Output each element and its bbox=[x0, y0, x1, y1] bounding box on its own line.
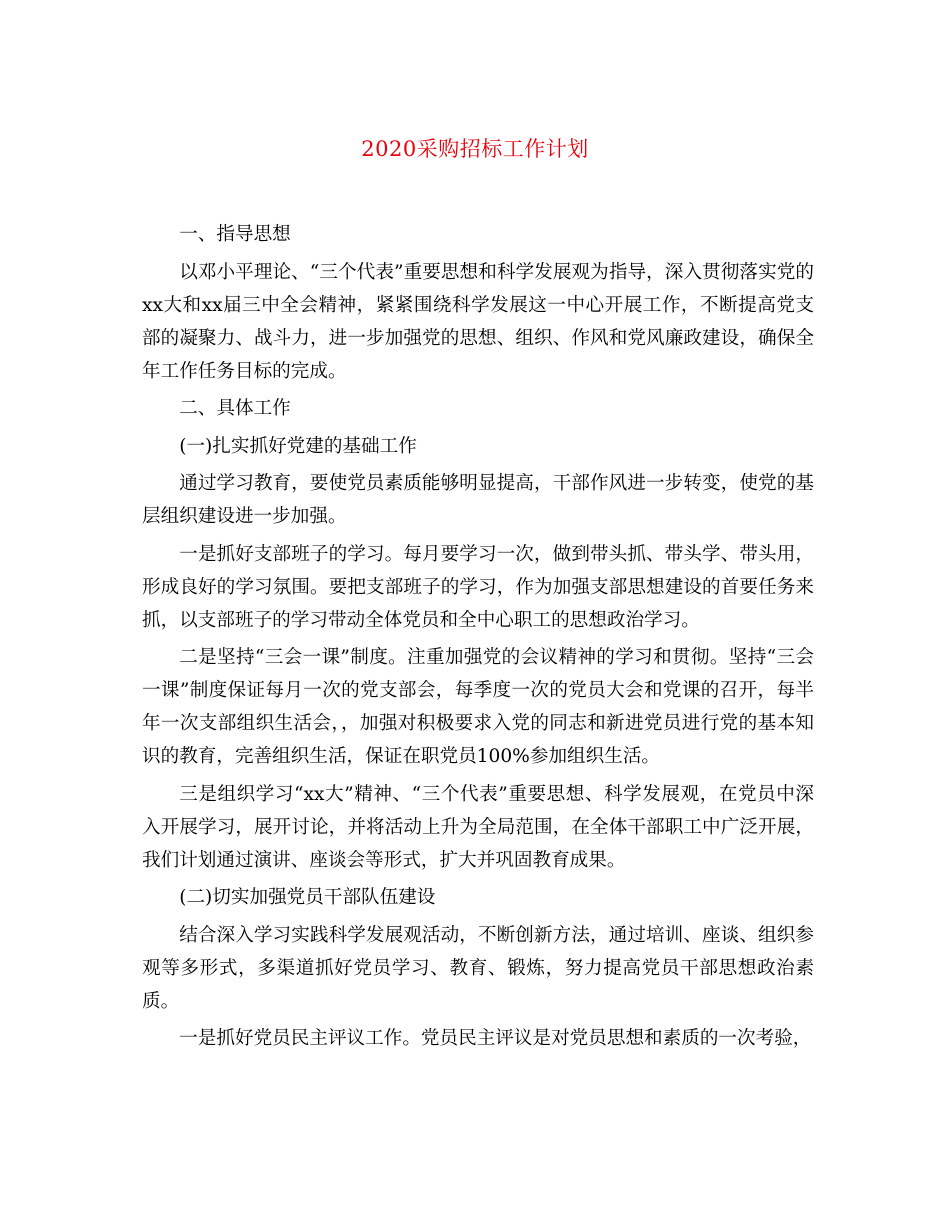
paragraph: 一是抓好支部班子的学习。每月要学习一次，做到带头抓、带头学、带头用，形成良好的学习氛围。要把支部班子的学习，作为加强支部思想建设的首要任务来抓，以支部班子的学习带动全体党员和全中心职工的思想政治学习。 bbox=[142, 543, 814, 631]
section-heading-guiding-thought: 一、指导思想 bbox=[179, 224, 291, 245]
paragraph: 结合深入学习实践科学发展观活动，不断创新方法，通过培训、座谈、组织参观等多形式，多渠道抓好党员学习、教育、锻炼，努力提高党员干部思想政治素质。 bbox=[142, 924, 814, 1012]
document-body bbox=[142, 218, 814, 1060]
section-heading-specific-work: 二、具体工作 bbox=[179, 398, 291, 419]
paragraph: 通过学习教育，要使党员素质能够明显提高，干部作风进一步转变，使党的基层组织建设进一步加强。 bbox=[142, 473, 814, 527]
paragraph: 二是坚持“三会一课”制度。注重加强党的会议精神的学习和贯彻。坚持“三会一课”制度保证每月一次的党支部会，每季度一次的党员大会和党课的召开，每半年一次支部组织生活会，，加强对积极要求入党的同志和新进党员进行党的基本知识的教育，完善组织生活，保证在职党员100%参加组织生活。 bbox=[142, 647, 814, 767]
subsection-heading-1: (一)扎实抓好党建的基础工作 bbox=[179, 435, 417, 457]
paragraph: 三是组织学习“xx大”精神、“三个代表”重要思想、科学发展观，在党员中深入开展学习，展开讨论，并将活动上升为全局范围，在全体干部职工中广泛开展，我们计划通过演讲、座谈会等形式，扩大并巩固教育成果。 bbox=[142, 783, 814, 871]
document-title: 2020采购招标工作计划 bbox=[361, 137, 589, 161]
paragraph: 一是抓好党员民主评议工作。党员民主评议是对党员思想和素质的一次考验， bbox=[179, 1028, 812, 1049]
paragraph: 以邓小平理论、“三个代表”重要思想和科学发展观为指导，深入贯彻落实党的xx大和xx届三中全会精神，紧紧围绕科学发展这一中心开展工作，不断提高党支部的凝聚力、战斗力，进一步加强党的思想、组织、作风和党风廉政建设，确保全年工作任务目标的完成。 bbox=[142, 261, 814, 382]
subsection-heading-2: (二)切实加强党员干部队伍建设 bbox=[179, 887, 436, 908]
